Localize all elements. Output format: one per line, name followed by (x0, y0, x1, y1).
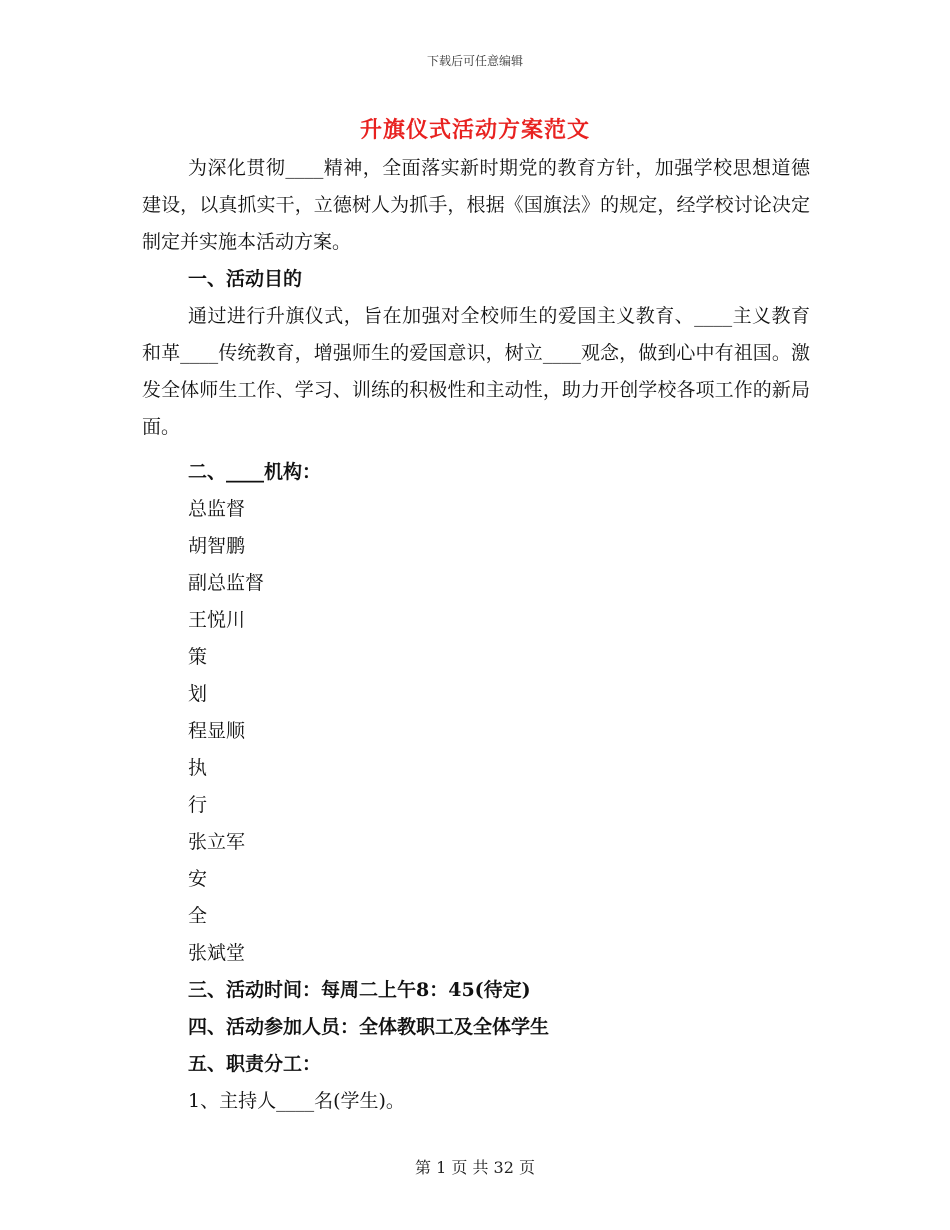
org-line: 张立军 (188, 831, 246, 853)
org-line: 胡智鹏 (188, 535, 246, 557)
section-5-heading: 五、职责分工： (188, 1053, 322, 1075)
intro-paragraph: 为深化贯彻____精神，全面落实新时期党的教育方针，加强学校思想道德建设，以真抓实干，立德树人为抓手，根据《国旗法》的规定，经学校讨论决定制定并实施本活动方案。 (142, 157, 810, 253)
duty-item-1: 1、主持人____名(学生)。 (188, 1090, 405, 1112)
org-line: 安 (188, 868, 208, 890)
org-line: 行 (188, 794, 208, 816)
org-line: 王悦川 (188, 609, 246, 631)
page-indicator: 第 1 页 共 32 页 (415, 1158, 535, 1177)
org-line: 程显顺 (188, 720, 246, 742)
org-line: 策 (188, 646, 208, 668)
header-note: 下载后可任意编辑 (426, 54, 523, 68)
section-3-heading: 三、活动时间：每周二上午8：45(待定) (188, 979, 531, 1001)
org-line: 张斌堂 (188, 942, 246, 964)
org-line: 副总监督 (188, 572, 265, 594)
section-1-heading: 一、活动目的 (188, 268, 303, 290)
org-line: 总监督 (188, 498, 246, 520)
section-4-heading: 四、活动参加人员：全体教职工及全体学生 (188, 1016, 550, 1038)
section-1-paragraph: 通过进行升旗仪式，旨在加强对全校师生的爱国主义教育、____主义教育和革____传统教育，增强师生的爱国意识，树立____观念，做到心中有祖国。激发全体师生工作、学习、训练的积极性和主动性，助力开创学校各项工作的新局面。 (142, 305, 810, 438)
document-title: 升旗仪式活动方案范文 (359, 117, 590, 143)
org-line: 划 (188, 683, 208, 705)
document-body (142, 150, 810, 1120)
org-line: 执 (188, 757, 208, 779)
org-line: 全 (188, 905, 208, 927)
section-2-heading: 二、____机构： (188, 461, 322, 483)
